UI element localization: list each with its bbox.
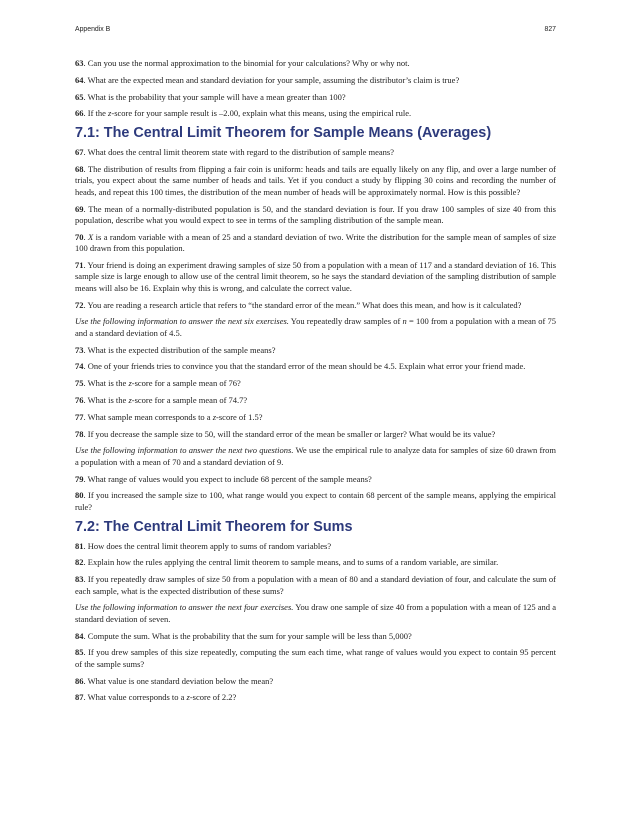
exercise-74: 74. One of your friends tries to convince you that the standard error of the mean should be 4.5. Explain what error your friend made. <box>75 361 526 372</box>
exercise-number: 76 <box>75 395 84 405</box>
exercise-text: If you decrease the sample size to 50, will the standard error of the mean be smaller or larger? What would be its value? <box>87 428 496 439</box>
exercise-76: 76. What is the z-score for a sample mean of 74.7? <box>75 395 248 405</box>
running-header <box>75 26 556 38</box>
exercise-64: 64. What are the expected mean and standard deviation for your sample, assuming the distributor’s claim is true? <box>75 74 460 85</box>
exercise-number: 82 <box>75 557 84 568</box>
exercise-number: 73 <box>75 344 84 355</box>
exercise-65: 65. What is the probability that your sample will have a mean greater than 100? <box>75 91 346 102</box>
italic-text: z <box>212 411 217 422</box>
exercise-number: 86 <box>75 675 84 686</box>
exercise-text: If you drew samples of this size repeatedly, computing the sum each time, what range of values would you expect to contain 95 percent of the sample sums? <box>75 647 556 669</box>
exercise-number: 79 <box>75 473 84 484</box>
exercise-text: is a random variable with a mean of 25 and a standard deviation of two. Write the distribution for the sample mean of samples of size 100 drawn from this population. <box>75 231 556 254</box>
exercise-number: 70 <box>75 231 84 242</box>
exercise-text: What is the expected distribution of the sample means? <box>87 344 276 355</box>
exercise-72: 72. You are reading a research article that refers to “the standard error of the mean.” What does this mean, and how is it calculated? <box>75 299 522 310</box>
italic-text: z <box>186 692 190 703</box>
exercise-text: -score of 1.5? <box>216 411 263 422</box>
exercise-73: 73. What is the expected distribution of the sample means? <box>75 344 276 355</box>
exercise-number: 69 <box>75 203 84 214</box>
exercise-68: 68. The distribution of results from flipping a fair coin is uniform: heads and tails are equally likely on any flip, and over a large number of trials, you expect about the same number of heads and tails. Yet if you conduct a study by flipping 30 coins and recording the number of heads, and repeat this 100 times, the distribution of the mean number of heads will be approximately normal. How is this possible? <box>75 163 556 197</box>
exercise-text: If you repeatedly draw samples of size 50 from a population with a mean of 80 and a standard deviation of four, and calculate the sum of each sample, what is the expected distribution of these sums? <box>75 574 556 596</box>
exercise-text: Explain how the rules applying the central limit theorem to sample means, and to sums of a random variable, are similar. <box>87 557 499 568</box>
italic-text: Use the following information to answer the next four exercises. <box>75 602 294 613</box>
exercise-83: 83. If you repeatedly draw samples of size 50 from a population with a mean of 80 and a standard deviation of four, and calculate the sum of each sample, what is the expected distribution of these sums? <box>75 574 556 596</box>
exercise-66: 66. If the z-score for your sample result is –2.00, explain what this means, using the empirical rule. <box>75 108 412 119</box>
exercise-79: 79. What range of values would you expect to include 68 percent of the sample means? <box>75 473 372 484</box>
exercise-text: -score for your sample result is –2.00, explain what this means, using the empirical rule. <box>111 108 412 119</box>
exercise-number: 66 <box>75 108 84 119</box>
exercise-text: What value is one standard deviation below the mean? <box>87 675 274 686</box>
exercise-text: -score of 2.2? <box>189 692 237 703</box>
exercise-instruction-note <box>75 445 556 468</box>
exercise-text: If you increased the sample size to 100, what range would you expect to contain 68 percent of the sample means, applying the empirical rule? <box>75 490 556 512</box>
italic-text: z <box>108 108 112 119</box>
italic-text: Use the following information to answer the next six exercises. <box>75 316 289 327</box>
exercise-85: 85. If you drew samples of this size repeatedly, computing the sum each time, what range of values would you expect to contain 95 percent of the sample sums? <box>75 647 556 669</box>
section-heading: 7.1: The Central Limit Theorem for Sample Means (Averages) <box>75 125 492 142</box>
exercise-text: What are the expected mean and standard deviation for your sample, assuming the distributor’s claim is true? <box>87 74 460 85</box>
exercise-71: 71. Your friend is doing an experiment drawing samples of size 50 from a population with a mean of 117 and a standard deviation of 16. This sample size is large enough to allow use of the central limit theorem, so he says the standard deviation of the sampling distribution of sample means will also be 16. Explain why this is wrong, and calculate the correct value. <box>75 260 557 293</box>
exercise-number: 75 <box>75 378 84 389</box>
italic-text: z <box>128 378 132 389</box>
exercise-number: 72 <box>75 299 84 310</box>
italic-text: z <box>128 395 132 405</box>
exercise-text: We use the empirical rule to analyze data for samples of size 60 drawn from a population with a mean of 70 and a standard deviation of 9. <box>75 445 556 467</box>
exercise-70: 70. X is a random variable with a mean of 25 and a standard deviation of two. Write the distribution for the sample mean of samples of size 100 drawn from this population. <box>75 231 556 254</box>
exercise-text: If the <box>87 108 109 119</box>
exercise-text: You draw one sample of size 40 from a population with a mean of 125 and a standard deviation of seven. <box>75 602 556 624</box>
exercise-75: 75. What is the z-score for a sample mean of 76? <box>75 378 241 389</box>
exercise-number: 63 <box>75 58 84 68</box>
exercise-text: The mean of a normally-distributed population is 50, and the standard deviation is four. If you draw 100 samples of size 40 from this population, describe what you would expect to see in terms of the sampling distribution of the sample mean. <box>75 203 556 225</box>
exercise-78: 78. If you decrease the sample size to 50, will the standard error of the mean be smaller or larger? What would be its value? <box>75 428 496 439</box>
exercise-87: 87. What value corresponds to a z-score of 2.2? <box>75 692 237 703</box>
exercise-text: What is the <box>87 395 129 405</box>
exercise-text: -score for a sample mean of 74.7? <box>131 395 248 405</box>
exercise-text: You are reading a research article that refers to “the standard error of the mean.” What does this mean, and how is it calculated? <box>87 299 522 310</box>
italic-text: n <box>402 316 407 327</box>
exercise-number: 83 <box>75 574 84 585</box>
exercise-number: 74 <box>75 361 84 372</box>
exercise-77: 77. What sample mean corresponds to a z-score of 1.5? <box>75 411 263 422</box>
section-heading: 7.2: The Central Limit Theorem for Sums <box>75 518 353 535</box>
exercise-text: What is the probability that your sample will have a mean greater than 100? <box>87 91 346 102</box>
exercise-text: What is the <box>87 378 129 389</box>
exercise-number: 87 <box>75 692 84 703</box>
exercise-instruction-note <box>75 316 556 339</box>
exercise-text: Can you use the normal approximation to the binomial for your calculations? Why or why not. <box>87 58 410 68</box>
exercise-80: 80. If you increased the sample size to 100, what range would you expect to contain 68 percent of the sample means, applying the empirical rule? <box>75 490 556 512</box>
exercise-text: Compute the sum. What is the probability that the sum for your sample will be less than 5,000? <box>87 630 412 641</box>
italic-text: Use the following information to answer the next two questions. <box>75 445 294 456</box>
exercise-text: What sample mean corresponds to a <box>87 411 213 422</box>
exercise-text: -score for a sample mean of 76? <box>131 378 241 389</box>
exercise-text: Your friend is doing an experiment drawing samples of size 50 from a population with a mean of 117 and a standard deviation of 16. This sample size is large enough to allow use of the central limit theorem, so he says the standard deviation of the sampling distribution of sample means will also be 16. Explain why this is wrong, and calculate the correct value. <box>75 260 557 293</box>
exercise-number: 85 <box>75 647 84 658</box>
header-page-number: 827 <box>544 26 556 33</box>
exercise-number: 68 <box>75 163 84 174</box>
exercise-number: 71 <box>75 260 84 270</box>
exercise-number: 64 <box>75 74 84 85</box>
exercise-text: = 100 from a population with a mean of 75 and a standard deviation of 4.5. <box>75 316 556 338</box>
exercise-text: What range of values would you expect to include 68 percent of the sample means? <box>87 473 372 484</box>
exercise-81: 81. How does the central limit theorem apply to sums of random variables? <box>75 540 332 551</box>
exercise-67: 67. What does the central limit theorem state with regard to the distribution of sample means? <box>75 147 394 158</box>
exercise-text: One of your friends tries to convince you that the standard error of the mean should be 4.5. Explain what error your friend made. <box>87 361 526 372</box>
exercise-number: 65 <box>75 91 84 102</box>
exercise-63: 63. Can you use the normal approximation to the binomial for your calculations? Why or why not. <box>75 58 410 68</box>
exercise-instruction-note <box>75 602 556 625</box>
exercise-list <box>75 58 556 709</box>
exercise-number: 67 <box>75 147 84 158</box>
header-appendix-label: Appendix B <box>75 26 111 33</box>
exercise-text: What does the central limit theorem state with regard to the distribution of sample means? <box>87 147 394 158</box>
exercise-69: 69. The mean of a normally-distributed population is 50, and the standard deviation is four. If you draw 100 samples of size 40 from this population, describe what you would expect to see in terms of the sampling distribution of the sample mean. <box>75 203 556 225</box>
exercise-number: 81 <box>75 540 84 551</box>
exercise-number: 80 <box>75 490 84 501</box>
exercise-number: 77 <box>75 411 84 422</box>
exercise-82: 82. Explain how the rules applying the central limit theorem to sample means, and to sums of a random variable, are similar. <box>75 557 499 568</box>
exercise-84: 84. Compute the sum. What is the probability that the sum for your sample will be less than 5,000? <box>75 630 412 641</box>
exercise-86: 86. What value is one standard deviation below the mean? <box>75 675 274 686</box>
italic-text: X <box>88 231 94 242</box>
exercise-number: 84 <box>75 630 84 641</box>
exercise-text: What value corresponds to a <box>87 692 187 703</box>
exercise-text: You repeatedly draw samples of <box>288 316 403 327</box>
exercise-text: The distribution of results from flipping a fair coin is uniform: heads and tails are equally likely on any flip, and over a large number of trials, you expect about the same number of heads and tails. Yet if you conduct a study by flipping 30 coins and recording the number of heads, and repeat this 100 times, the distribution of the mean number of heads will be approximately normal. How is this possible? <box>75 163 556 197</box>
exercise-text: How does the central limit theorem apply to sums of random variables? <box>87 540 332 551</box>
exercise-number: 78 <box>75 428 84 439</box>
